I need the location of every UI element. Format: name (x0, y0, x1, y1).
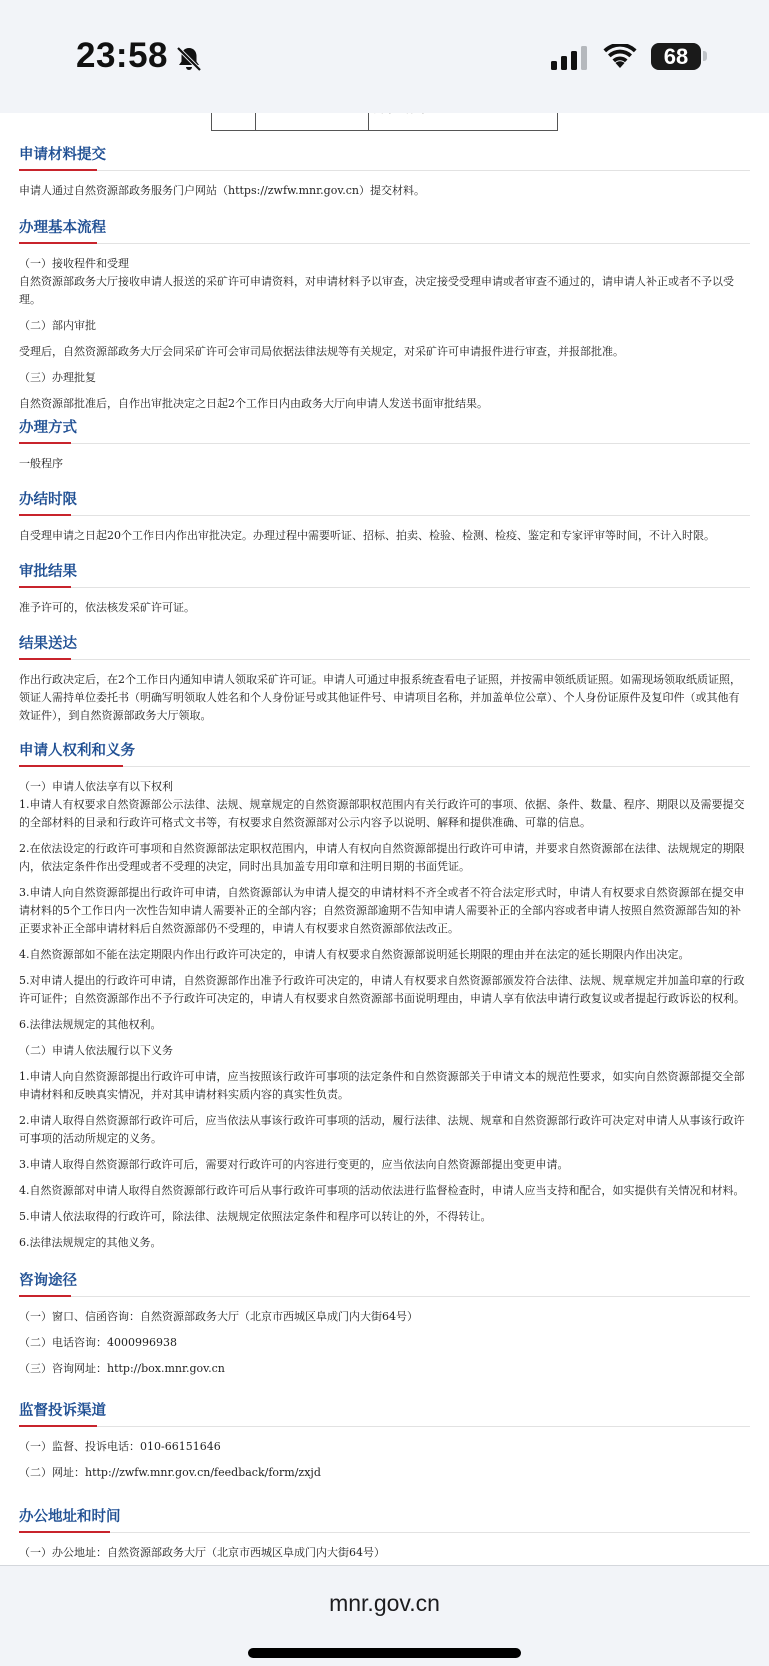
section-result-delivery (19, 632, 750, 725)
section-approval-result (19, 560, 750, 617)
consult-url-link[interactable]: （三）咨询网址：http://box.mnr.gov.cn (19, 1362, 225, 1375)
section-body: 自受理申请之日起20个工作日内作出审批决定。办理过程中需要听证、招标、拍卖、检验、检测、检疫、鉴定和专家评审等时间，不计入时限。 (19, 529, 715, 542)
battery-level: 68 (651, 43, 701, 70)
section-body: 申请人通过自然资源部政务服务门户网站（https://zwfw.mnr.gov.cn）提交材料。 (19, 184, 425, 197)
section-title: 办理基本流程 (19, 216, 750, 243)
section-body: 准予许可的，依法核发采矿许可证。 (19, 601, 195, 614)
section-title: 办结时限 (19, 488, 750, 515)
section-title: 结果送达 (19, 632, 750, 659)
section-office-address (19, 1505, 750, 1562)
section-time-limit (19, 488, 750, 545)
section-complaint-channels (19, 1399, 750, 1482)
section-title: 审批结果 (19, 560, 750, 587)
bell-slash-icon (174, 44, 204, 74)
section-rights-obligations (19, 739, 750, 1252)
section-title: 办理方式 (19, 416, 750, 443)
home-indicator[interactable] (248, 1648, 521, 1658)
section-body: （一）办公地址：自然资源部政务大厅（北京市西城区阜成门内大街64号） (19, 1546, 385, 1559)
status-bar (0, 0, 769, 113)
wifi-icon (603, 44, 637, 70)
cellular-signal-icon (551, 46, 591, 70)
section-body: 作出行政决定后，在2个工作日内通知申请人领取采矿许可证。申请人可通过申报系统查看电子证照，并按需申领纸质证照。如需现场领取纸质证照，领证人需持单位委托书（明确写明领取人姓名和个人身份证号或其他证件号、申请项目名称，并加盖单位公章）、个人身份证原件及复印件（或其他有效证件），到自然资源部政务大厅领取。 (19, 673, 741, 722)
section-body: （一）监督、投诉电话：010-66151646 （二）网址：http://zwfw.mnr.gov.cn/feedback/form/zxjd (19, 1438, 750, 1482)
section-title: 咨询途径 (19, 1269, 750, 1296)
section-title: 申请人权利和义务 (19, 739, 750, 766)
section-material-submission (19, 143, 750, 200)
section-body: （一）申请人依法享有以下权利 1.申请人有权要求自然资源部公示法律、法规、规章规定的自然资源部职权范围内有关行政许可的事项、依据、条件、数量、程序、期限以及需要提交的全部材料的目录和行政许可格式文书等，有权要求自然资源部对公示内容予以说明、解释和提供准确、可靠的信息。 2.在依法设定的行政许可事项和自然资源部法定职权范围内，申请人有权向自然资源部提出行政许可申请，并要求自然资源部在法律、法规规定的期限内，依法定条件作出受理或者不受理的决定，同时出具加盖专用印章和注明日期的书面凭证。 3.申请人向自然资源部提出行政许可申请，自然资源部认为申请人提交的申请材料不齐全或者不符合法定形式时，申请人有权要求自然资源部在提交申请材料的5个工作日内一次性告知申请人需要补正的全部内容；自然资源部逾期不告知申请人需要补正的全部内容或者申请人按照自然资源部告知的补正要求补正全部申请材料后自然资源部仍不受理的，申请人有权要求自然资源部依法改正。 4.自然资源部如不能在法定期限内作出行政许可决定的，申请人有权要求自然资源部说明延长期限的理由并在法定的延长期限内作出决定。 5.对申请人提出的行政许可申请，自然资源部作出准予行政许可决定的，申请人有权要求自然资源部颁发符合法律、法规、规章规定并加盖印章的行政许可证件；自然资源部作出不予行政许可决定的，申请人有权要求自然资源部书面说明理由，申请人享有依法申请行政复议或者提起行政诉讼的权利。 6.法律法规规定的其他权利。 （二）申请人依法履行以下义务 1.申请人向自然资源部提出行政许可申请，应当按照该行政许可事项的法定条件和自然资源部关于申请文本的规范性要求，如实向自然资源部提交全部申请材料和反映真实情况，并对其申请材料实质内容的真实性负责。 2.申请人取得自然资源部行政许可后，应当依法从事该行政许可事项的活动，履行法律、法规、规章和自然资源部行政许可决定对申请人从事该行政许可事项的活动所规定的义务。 3.申请人取得自然资源部行政许可后，需要对行政许可的内容进行变更的，应当依法向自然资源部提出变更申请。 4.自然资源部对申请人取得自然资源部行政许可后从事行政许可事项的活动依法进行监督检查时，申请人应当支持和配合，如实提供有关情况和材料。 5.申请人依法取得的行政许可，除法律、法规规定依照法定条件和程序可以转让的外，不得转让。 6.法律法规规定的其他义务。 (19, 780, 745, 1249)
section-body: （一）窗口、信函咨询：自然资源部政务大厅（北京市西城区阜成门内大街64号） （二）电话咨询：4000996938 （三）咨询网址：http://box.mnr.gov.cn (19, 1308, 750, 1378)
section-consultation (19, 1269, 750, 1378)
section-title: 办公地址和时间 (19, 1505, 750, 1532)
browser-bottom-bar (0, 1565, 769, 1666)
address-bar[interactable]: mnr.gov.cn (329, 1590, 440, 1616)
section-title: 申请材料提交 (19, 143, 750, 170)
section-body: （一）接收程件和受理 自然资源部政务大厅接收申请人报送的采矿许可申请资料，对申请材料予以审查，决定接受受理申请或者审查不通过的，请申请人补正或者不予以受理。 （二）部内审批 受理后，自然资源部政务大厅会同采矿许可会审司局依据法律法规等有关规定，对采矿许可申请报件进行审查，并报部批准。 （三）办理批复 自然资源部批准后，自作出审批决定之日起2个工作日内由政务大厅向申请人发送书面审批结果。 (19, 257, 734, 410)
section-title: 监督投诉渠道 (19, 1399, 750, 1426)
status-time: 23:58 (76, 36, 169, 75)
feedback-url-link[interactable]: （二）网址：http://zwfw.mnr.gov.cn/feedback/form/zxjd (19, 1466, 321, 1479)
section-body: 一般程序 (19, 457, 63, 470)
section-basic-process (19, 216, 750, 413)
section-handling-method (19, 416, 750, 473)
